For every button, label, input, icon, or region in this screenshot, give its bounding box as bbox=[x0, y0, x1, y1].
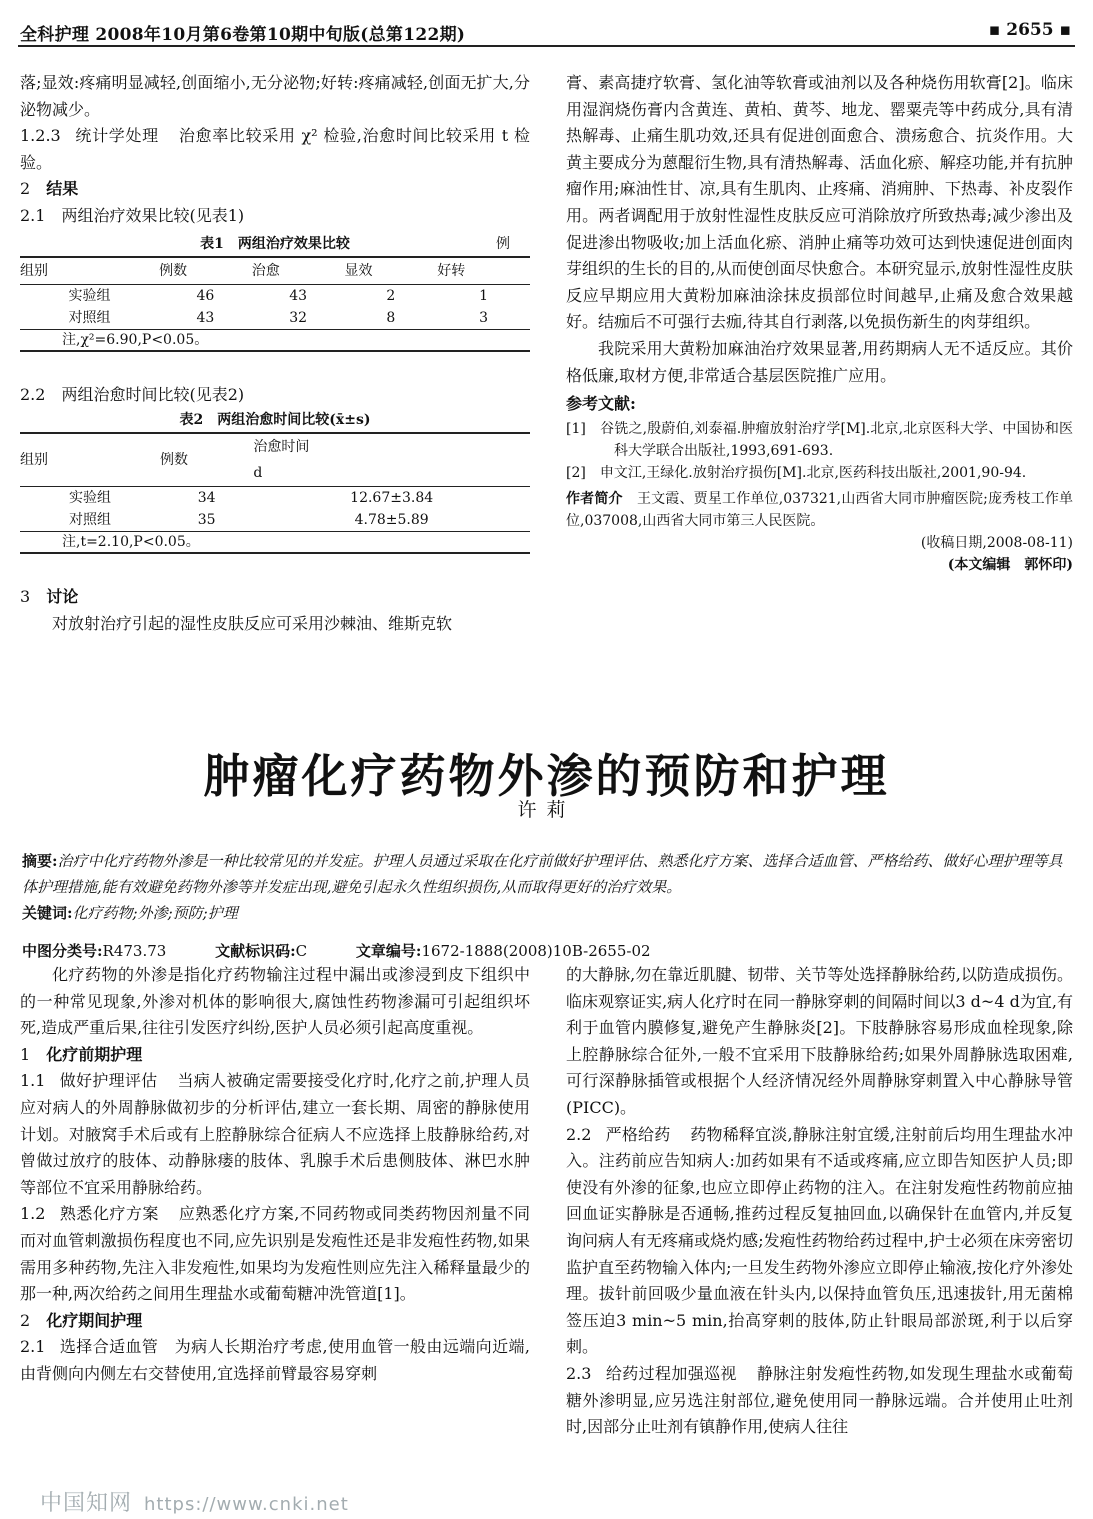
abstract-text: 治疗中化疗药物外渗是一种比较常见的并发症。护理人员通过采取在化疗前做好护理评估、熟悉化疗方案、选择合适血管、严格给药、做好心理护理等具体护理措施,能有效避免药物外渗等并发症出现,避免引起永久性组织损伤,从而取得更好的治疗效果。 bbox=[22, 852, 1063, 896]
article-number bbox=[356, 942, 651, 960]
table-row bbox=[20, 307, 530, 330]
table-cell: 1 bbox=[479, 287, 489, 304]
author-note-text: 王文霞、贾星工作单位,037321,山西省大同市肿瘤医院;庞秀枝工作单位,037008,山西省大同市第三人民医院。 bbox=[566, 490, 1074, 529]
section-2-1: 2.1 两组治疗效果比较(见表1) bbox=[20, 205, 245, 225]
keywords-label: 关键词: bbox=[22, 904, 73, 922]
author-note bbox=[566, 488, 1073, 532]
discussion-paragraph: 对放射治疗引起的湿性皮肤反应可采用沙棘油、维斯克软 bbox=[52, 613, 453, 633]
received-date: (收稿日期,2008-08-11) bbox=[920, 534, 1073, 551]
table-cell: 43 bbox=[159, 307, 252, 330]
column-header: 好转 bbox=[437, 257, 530, 285]
section-2-1-continued: 的大静脉,勿在靠近肌腱、韧带、关节等处选择静脉给药,以防造成损伤。临床观察证实,病人化疗时在同一静脉穿刺的间隔时间以3 d~4 d为宜,有利于血管内膜修复,避免产生静脉炎[2]。下肢静脉容易形成血栓现象,除上腔静脉综合征外,一般不宜采用下肢静脉给药;如果外周静脉选取困难,可行深静脉插管或根据个人经济情况经外周静脉穿刺置入中心静脉导管(PICC)。 bbox=[566, 965, 1073, 1117]
section-2-3 bbox=[566, 1361, 1073, 1441]
doc-code bbox=[215, 942, 307, 960]
table-cell: 实验组 bbox=[69, 490, 111, 507]
section-text: 药物稀释宜淡,静脉注射宜缓,注射前后均用生理盐水冲入。注药前应告知病人:加药如果有不适或疼痛,应立即告知医护人员;即使没有外渗的征象,也应立即停止药物的注入。在注射发疱性药物前应抽回血证实静脉是否通畅,推药过程反复抽回血,以确保针在血管内,并反复询问病人有无疼痛或烧灼感;发疱性药物给药过程中,护士必须在床旁密切监护直至药物输入体内;一旦发生药物外渗应立即停止输液,按化疗外渗处理。拔针前回吸少量血液在针头内,以保持血管负压,迅速拔针,用无菌棉签压迫3 min~5 min,抬高穿刺的肢体,防止针眼局部淤斑,利于以后穿刺。 bbox=[566, 1124, 1073, 1357]
clc-label: 中图分类号: bbox=[22, 942, 103, 960]
heading-discussion bbox=[20, 584, 530, 611]
table-header-row bbox=[20, 433, 530, 460]
table-cell: 34 bbox=[197, 490, 216, 507]
table-cell: 对照组 bbox=[20, 509, 160, 532]
table-cell: 4.78±5.89 bbox=[253, 509, 530, 532]
section-text: 静脉注射发疱性药物,如发现生理盐水或葡萄糖外渗明显,应另选注射部位,避免使用同一静脉远端。合并使用止吐剂时,因部分止吐剂有镇静作用,使病人往往 bbox=[566, 1363, 1073, 1437]
intro-paragraph: 化疗药物的外渗是指化疗药物输注过程中漏出或渗浸到皮下组织中的一种常见现象,外渗对机体的影响很大,腐蚀性药物渗漏可引起组织坏死,造成严重后果,往往引发医疗纠纷,医护人员必须引起高度重视。 bbox=[20, 965, 530, 1038]
section-number: 2.3 bbox=[566, 1363, 592, 1383]
section-number: 1.2 bbox=[20, 1204, 46, 1224]
section-2-2 bbox=[566, 1122, 1073, 1361]
abstract-block bbox=[22, 848, 1072, 926]
table-2-caption: 表2 两组治愈时间比较(x̄±s) bbox=[179, 412, 371, 429]
column-header: 例数 bbox=[159, 257, 252, 285]
table-cell: 43 bbox=[289, 287, 308, 304]
section-text: 选择合适血管 为病人长期治疗考虑,使用血管一般由远端向近端,由背侧向内侧左右交替使用,宜选择前臂最容易穿刺 bbox=[20, 1337, 530, 1383]
table-1-title: 表1 两组治疗效果比较 bbox=[200, 235, 350, 252]
cnki-watermark bbox=[40, 1486, 349, 1517]
section-2-1 bbox=[20, 1334, 530, 1387]
table-cell: 2 bbox=[386, 287, 396, 304]
table-1 bbox=[20, 232, 530, 352]
table-1-unit: 例 bbox=[496, 235, 510, 252]
table-cell: 12.67±3.84 bbox=[350, 490, 434, 507]
heading-results bbox=[20, 176, 530, 203]
article-title: 肿瘤化疗药物外渗的预防和护理 bbox=[203, 749, 890, 803]
table-2 bbox=[20, 408, 530, 554]
article-left-column bbox=[20, 962, 530, 1388]
table-row bbox=[20, 509, 530, 532]
column-header: 显效 bbox=[345, 257, 438, 285]
clc-number bbox=[22, 942, 166, 960]
table-cell: 对照组 bbox=[20, 307, 159, 330]
conclusion-paragraph: 我院采用大黄粉加麻油治疗效果显著,用药期病人无不适反应。其价格低廉,取材方便,非常适合基层医院推广应用。 bbox=[566, 338, 1073, 385]
reference-item: [1] 谷铣之,殷蔚伯,刘泰福.肿瘤放射治疗学[M].北京,北京医科大学、中国协和医科大学联合出版社,1993,691-693. bbox=[566, 420, 1073, 459]
heading-title: 化疗期间护理 bbox=[46, 1310, 143, 1330]
table-cell: 3 bbox=[437, 307, 530, 330]
heading-number: 2 bbox=[20, 179, 31, 199]
table-2-note: 注,t=2.10,P<0.05。 bbox=[20, 532, 530, 554]
table-1-note: 注,χ²=6.90,P<0.05。 bbox=[20, 330, 530, 352]
column-unit: d bbox=[253, 460, 530, 487]
column-header: 组别 bbox=[20, 257, 159, 285]
doc-value: C bbox=[295, 942, 308, 960]
header-rule bbox=[18, 45, 1075, 47]
section-title: 统计学处理 bbox=[74, 126, 159, 146]
section-text: 当病人被确定需要接受化疗时,化疗之前,护理人员应对病人的外周静脉做初步的分析评估,建立一套长期、周密的静脉使用计划。对腋窝手术后或有上腔静脉综合征病人不应选择上肢静脉给药,对曾做过放疗的肢体、动静脉瘘的肢体、乳腺手术后患侧肢体、淋巴水肿等部位不宜采用静脉给药。 bbox=[20, 1071, 530, 1197]
table-1-caption bbox=[20, 232, 530, 256]
keywords bbox=[22, 900, 1072, 926]
section-1-2 bbox=[20, 1201, 530, 1307]
table-cell: 实验组 bbox=[68, 287, 111, 304]
heading-number: 1 bbox=[20, 1044, 31, 1064]
section-title: 做好护理评估 bbox=[59, 1071, 158, 1091]
table-cell: 8 bbox=[345, 307, 438, 330]
table-header-row bbox=[20, 257, 530, 285]
section-number: 1.1 bbox=[20, 1071, 46, 1091]
author-note-label: 作者简介 bbox=[566, 490, 623, 507]
table-row bbox=[20, 284, 530, 307]
section-title: 给药过程加强巡视 bbox=[605, 1363, 737, 1383]
abstract-label: 摘要: bbox=[22, 852, 58, 870]
heading-number: 3 bbox=[20, 587, 31, 607]
section-title: 严格给药 bbox=[605, 1124, 671, 1144]
journal-header: 全科护理 2008年10月第6卷第10期中旬版(总第122期) bbox=[20, 25, 466, 45]
section-text: 治愈率比较采用 χ² 检验,治愈时间比较采用 t 检验。 bbox=[20, 126, 530, 172]
section-text: 应熟悉化疗方案,不同药物或同类药物因剂量不同而对血管刺激损伤程度也不同,应先识别是发疱性还是非发疱性药物,如果需用多种药物,先注入非发疱性,如果均为发疱性则应先注入稀释量最少的那一种,两次给药之间用生理盐水或葡萄糖冲洗管道[1]。 bbox=[20, 1204, 530, 1304]
page-number: ▪ 2655 ▪ bbox=[988, 20, 1071, 40]
watermark-url: https://www.cnki.net bbox=[144, 1494, 349, 1515]
heading-number: 2 bbox=[20, 1310, 31, 1330]
doc-label: 文献标识码: bbox=[215, 942, 296, 960]
keywords-text: 化疗药物;外渗;预防;护理 bbox=[72, 904, 238, 922]
section-number: 2.2 bbox=[566, 1124, 592, 1144]
references-heading: 参考文献: bbox=[566, 394, 636, 414]
heading-title: 化疗前期护理 bbox=[46, 1044, 143, 1064]
prev-right-column bbox=[566, 70, 1073, 576]
table-cell: 32 bbox=[252, 307, 345, 330]
table-cell: 35 bbox=[160, 509, 253, 532]
article-author: 许莉 bbox=[517, 799, 576, 821]
article-number-value: 1672-1888(2008)10B-2655-02 bbox=[421, 942, 651, 960]
column-header: 治愈时间 bbox=[253, 433, 530, 460]
heading-pre-chemo bbox=[20, 1042, 530, 1069]
clc-value: R473.73 bbox=[102, 942, 167, 960]
section-number: 2.1 bbox=[20, 1337, 46, 1357]
section-1-1 bbox=[20, 1068, 530, 1201]
heading-title: 结果 bbox=[46, 179, 79, 199]
watermark-brand: 中国知网 bbox=[40, 1491, 133, 1516]
section-title: 熟悉化疗方案 bbox=[59, 1204, 159, 1224]
classification-line bbox=[22, 940, 1072, 961]
editor-note: (本文编辑 郭怀印) bbox=[947, 556, 1073, 573]
article-right-column bbox=[566, 962, 1073, 1441]
table-row bbox=[20, 487, 530, 510]
column-header: 组别 bbox=[20, 433, 160, 487]
prev-paragraph: 落;显效:疼痛明显减轻,创面缩小,无分泌物;好转:疼痛减轻,创面无扩大,分泌物减少。 bbox=[20, 73, 530, 119]
section-1-2-3 bbox=[20, 123, 530, 176]
column-header: 例数 bbox=[160, 433, 253, 487]
reference-item: [2] 申文江,王绿化.放射治疗损伤[M].北京,医药科技出版社,2001,90-94. bbox=[566, 464, 1027, 481]
heading-title: 讨论 bbox=[46, 587, 79, 607]
prev-left-column bbox=[20, 70, 530, 637]
column-header: 治愈 bbox=[252, 257, 345, 285]
section-2-2: 2.2 两组治愈时间比较(见表2) bbox=[20, 384, 245, 404]
table-cell: 46 bbox=[196, 287, 215, 304]
heading-during-chemo bbox=[20, 1308, 530, 1335]
article-number-label: 文章编号: bbox=[355, 942, 422, 960]
table-2-grid bbox=[20, 432, 530, 532]
section-number: 1.2.3 bbox=[20, 126, 61, 146]
discussion-continued: 膏、素高捷疗软膏、氢化油等软膏或油剂以及各种烧伤用软膏[2]。临床用湿润烧伤膏内含黄连、黄柏、黄芩、地龙、罂粟壳等中药成分,具有清热解毒、止痛生肌功效,还具有促进创面愈合、溃疡愈合、抗炎作用。大黄主要成分为蒽醌衍生物,具有清热解毒、活血化瘀、解痉功能,并有抗肿瘤作用;麻油性甘、凉,具有生肌肉、止疼痛、消痈肿、下热毒、补皮裂作用。两者调配用于放射性湿性皮肤反应可消除放疗所致热毒;减少渗出及促进渗出物吸收;加上活血化瘀、消肿止痛等功效可达到快速促进创面肉芽组织的生长的目的,从而使创面尽快愈合。本研究显示,放射性湿性皮肤反应早期应用大黄粉加麻油涂抹皮损部位时间越早,止痛及愈合效果越好。结痂后不可强行去痂,待其自行剥落,以免损伤新生的肉芽组织。 bbox=[566, 73, 1073, 332]
table-1-grid bbox=[20, 256, 530, 330]
abstract bbox=[22, 848, 1072, 900]
